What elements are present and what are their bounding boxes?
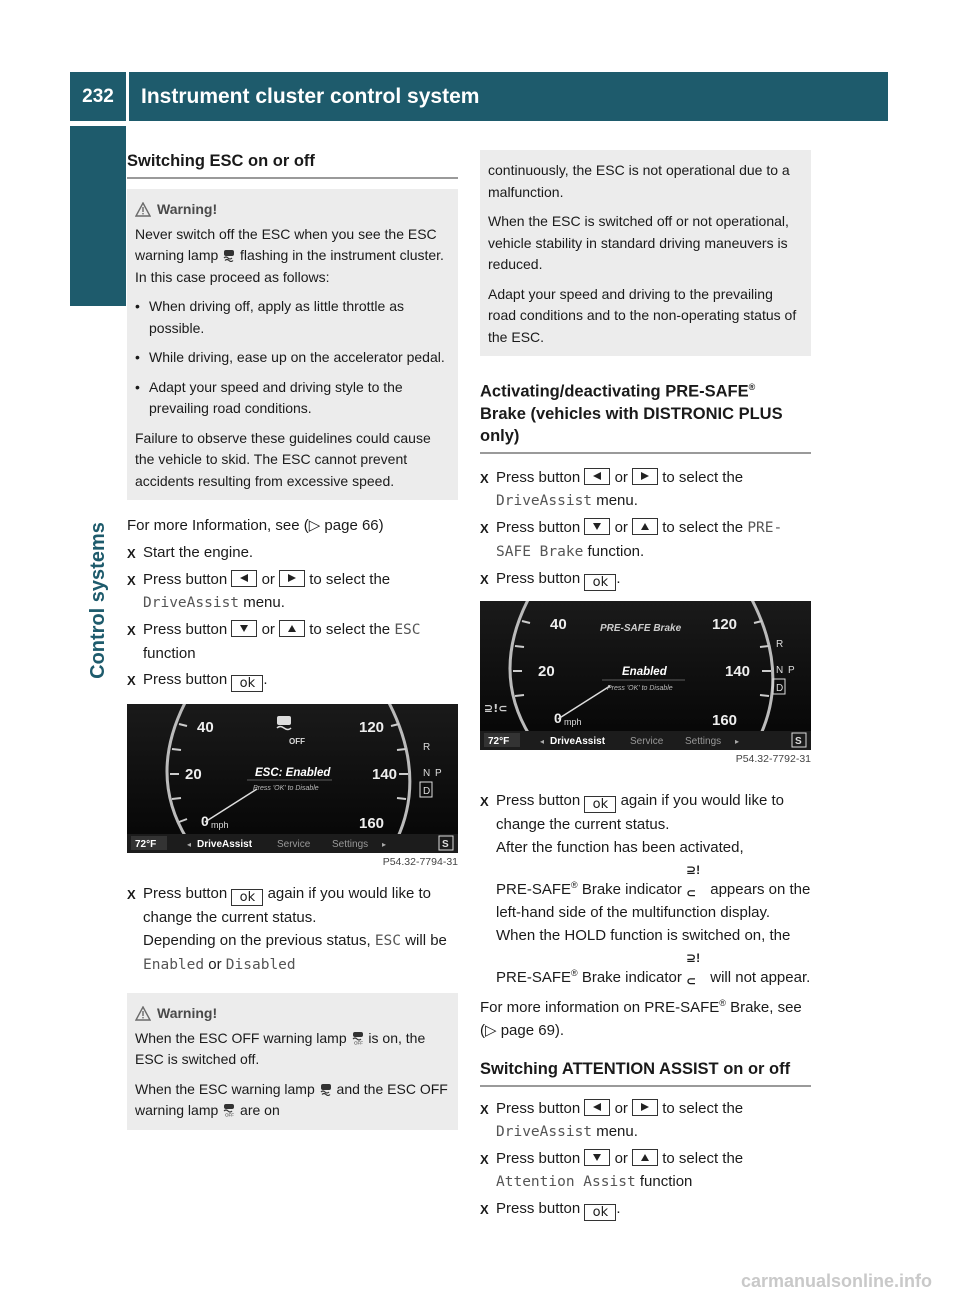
step-item: X Start the engine.	[127, 544, 254, 561]
down-arrow-button-icon	[584, 518, 610, 535]
unit-label: mph	[564, 716, 582, 727]
right-arrow-button-icon	[632, 468, 658, 485]
menu-item: DriveAssist	[197, 839, 253, 850]
speed-label: 120	[712, 615, 738, 633]
side-label: Control systems	[86, 521, 109, 679]
svg-text:◂: ◂	[187, 840, 192, 849]
step-item: X Press button ok .	[127, 671, 268, 691]
cluster-graphic	[127, 704, 458, 853]
right-column	[480, 150, 811, 1224]
svg-text:▸: ▸	[735, 736, 740, 746]
menu-item: Settings	[332, 839, 369, 850]
svg-text:◂: ◂	[540, 736, 545, 746]
warning-text: When the ESC OFF warning lamp OFF is on, the ESC is switched off.	[135, 1029, 426, 1067]
svg-text:P: P	[435, 768, 442, 779]
svg-text:D: D	[776, 682, 784, 694]
page-number: 232	[70, 72, 126, 121]
right-arrow-button-icon	[632, 1099, 658, 1116]
step-item: X Press button or to select the DriveAssist menu.	[127, 571, 391, 611]
step-item: X Press button ok again if you would like to change the current status. Depending on the previous status, ESC will be Enabled or Disabled	[127, 885, 447, 973]
speed-label: 20	[185, 766, 202, 783]
warning-text: When the ESC warning lamp and the ESC OFF warning lamp OFF are on	[135, 1080, 448, 1118]
step-item: X Press button or to select the PRE-SAFE Brake function.	[480, 518, 783, 560]
list-item: • When driving off, apply as little throttle as possible.	[135, 298, 404, 336]
svg-text:⊇!⊂: ⊇!⊂	[484, 701, 508, 715]
image-caption: P54.32-7794-31	[382, 856, 458, 868]
step-item: X Press button ok .	[480, 1199, 621, 1220]
step-item: X Press button ok .	[480, 569, 621, 590]
svg-text:▸: ▸	[382, 840, 387, 849]
image-caption: P54.32-7792-31	[735, 752, 811, 765]
left-arrow-button-icon	[231, 570, 257, 587]
left-arrow-button-icon	[584, 468, 610, 485]
instrument-cluster-image	[480, 601, 811, 750]
more-info-text: For more information on PRE-SAFE® Brake, see (▷ page 69).	[480, 997, 802, 1039]
down-arrow-button-icon	[584, 1149, 610, 1166]
ok-button-icon: ok	[231, 675, 263, 692]
temp-readout: 72°F	[135, 839, 157, 850]
menu-item: DriveAssist	[550, 735, 606, 747]
svg-text:R: R	[423, 742, 431, 753]
section-title-esc: Switching ESC on or off	[127, 150, 458, 179]
warning-box-1	[127, 189, 458, 500]
down-arrow-button-icon	[231, 620, 257, 637]
presafe-brake-icon	[484, 702, 507, 715]
svg-text:OFF: OFF	[225, 1112, 235, 1117]
hint-text: Press 'OK' to Disable	[253, 785, 319, 792]
side-tab	[70, 126, 126, 306]
esc-off-lamp-icon	[222, 1103, 236, 1117]
menu-item: Settings	[685, 735, 722, 747]
ok-button-icon: ok	[584, 796, 616, 813]
up-arrow-button-icon	[632, 518, 658, 535]
presafe-brake-indicator-icon: ⊇!⊂	[686, 862, 701, 900]
speed-label: 160	[359, 815, 385, 832]
ok-button-icon: ok	[584, 1204, 616, 1221]
section-title-presafe: Activating/deactivating PRE-SAFE® Brake (vehicles with DISTRONIC PLUS only)	[480, 376, 811, 454]
right-arrow-button-icon	[279, 570, 305, 587]
esc-warning-lamp-icon	[319, 1082, 333, 1096]
cluster-title: PRE-SAFE Brake	[600, 622, 682, 634]
s-icon: S	[442, 839, 449, 850]
up-arrow-button-icon	[279, 620, 305, 637]
status-text: Enabled	[622, 665, 667, 678]
warning-text: Adapt your speed and driving to the prevailing road conditions and to the non-operating status of the ESC.	[488, 285, 797, 345]
status-text: ESC: Enabled	[255, 767, 331, 779]
list-item: • Adapt your speed and driving style to the prevailing road conditions.	[135, 378, 403, 416]
footer-watermark: carmanualsonline.info	[740, 1271, 932, 1291]
left-column	[127, 150, 458, 1144]
esc-off-lamp-icon	[351, 1031, 365, 1045]
off-label: OFF	[289, 737, 305, 746]
speed-label: 140	[372, 766, 398, 783]
ok-button-icon: ok	[584, 574, 616, 591]
svg-text:R: R	[776, 638, 784, 650]
warning-box-2	[127, 993, 458, 1130]
step-item: X Press button or to select the DriveAssist menu.	[480, 1099, 744, 1140]
left-arrow-button-icon	[584, 1099, 610, 1116]
warning-text: continuously, the ESC is not operational due to a malfunction.	[488, 162, 790, 200]
svg-text:N: N	[776, 664, 784, 676]
speed-label: 160	[712, 711, 738, 729]
svg-text:D: D	[423, 786, 431, 797]
warning-box-continued	[480, 150, 811, 356]
speed-label: 40	[197, 719, 214, 736]
warning-text: Never switch off the ESC when you see the ESC warning lamp flashing in the instrument cluster. In this case proceed as follows:	[135, 225, 444, 285]
warning-heading: Warning!	[135, 199, 450, 221]
up-arrow-button-icon	[632, 1149, 658, 1166]
warning-heading: Warning!	[135, 1003, 450, 1025]
menu-item: Service	[277, 839, 311, 850]
menu-item: Service	[630, 735, 664, 747]
more-info-text: For more Information, see (▷ page 66)	[127, 517, 384, 534]
speed-label: 140	[725, 662, 751, 680]
step-item: X Press button ok again if you would like to change the current status. After the function has been activated, PRE-SAFE® Brake indicator ⊇!⊂ appears on the left-hand side of the multifunction display. When the HOLD function is switched on, the PRE-SAFE® Brake indicator ⊇!⊂ will not appear.	[480, 791, 811, 988]
svg-text:OFF: OFF	[353, 1040, 363, 1045]
warning-triangle-icon	[135, 1006, 151, 1021]
page-title: Instrument cluster control system	[129, 72, 888, 121]
temp-readout: 72°F	[488, 735, 510, 747]
speed-label: 20	[538, 662, 555, 680]
list-item: • While driving, ease up on the accelerator pedal.	[135, 349, 445, 365]
speed-label: 0	[554, 709, 562, 726]
section-title-attention-assist: Switching ATTENTION ASSIST on or off	[480, 1058, 811, 1087]
warning-text: When the ESC is switched off or not operational, vehicle stability in standard driving maneuvers is reduced.	[488, 213, 789, 272]
presafe-brake-indicator-icon: ⊇!⊂	[686, 950, 701, 988]
warning-triangle-icon	[135, 202, 151, 217]
speed-label: 120	[359, 719, 385, 736]
svg-text:P: P	[788, 664, 795, 676]
step-item: X Press button or to select the Attention Assist function	[480, 1149, 744, 1190]
speed-label: 40	[550, 615, 567, 633]
step-item: X Press button or to select the DriveAssist menu.	[480, 468, 744, 509]
ok-button-icon: ok	[231, 889, 263, 906]
speed-label: 0	[201, 813, 209, 829]
svg-text:N: N	[423, 768, 431, 779]
hint-text: Press 'OK' to Disable	[607, 684, 673, 692]
warning-text: Failure to observe these guidelines could cause the vehicle to skid. The ESC cannot prevent accidents resulting from excessive speed.	[135, 429, 431, 489]
instrument-cluster-image	[127, 704, 458, 853]
s-icon: S	[795, 735, 802, 747]
cluster-graphic	[480, 601, 811, 750]
step-item: X Press button or to select the ESC function	[127, 621, 421, 662]
esc-warning-lamp-icon	[222, 248, 236, 262]
unit-label: mph	[211, 820, 229, 830]
